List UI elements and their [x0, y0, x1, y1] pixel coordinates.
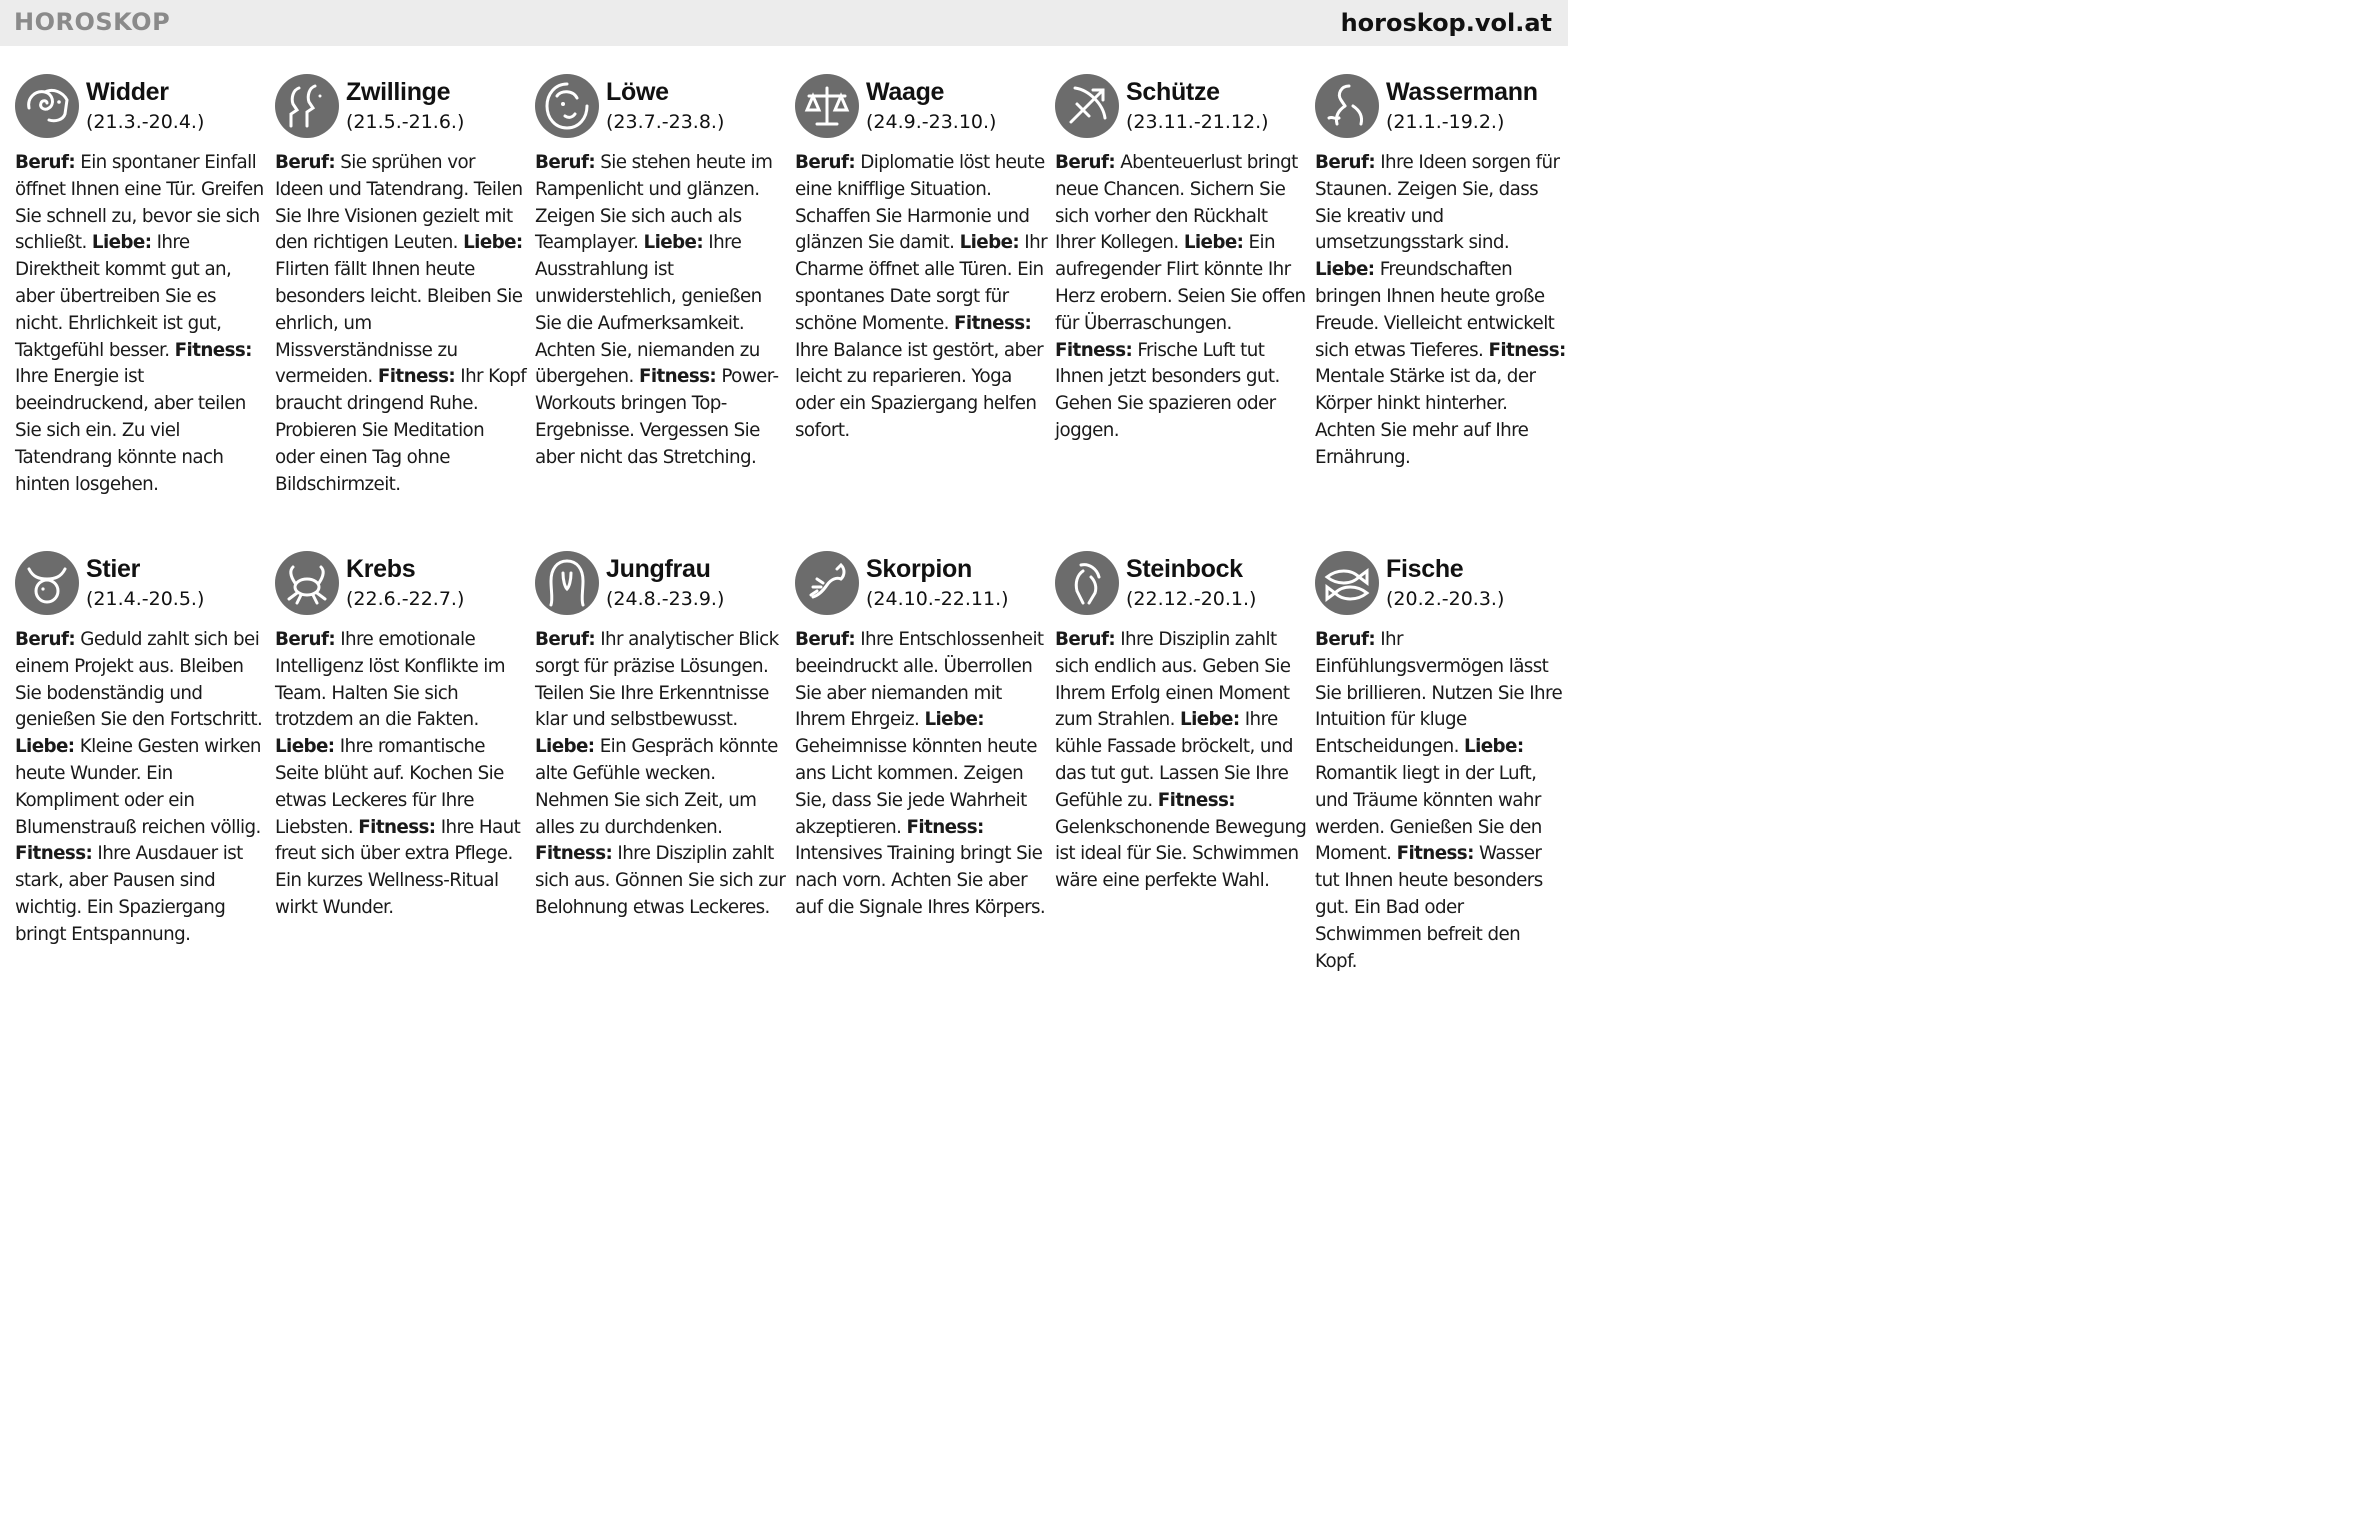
sign-text	[1315, 150, 1567, 472]
label-liebe: Liebe:	[959, 232, 1020, 254]
text-liebe: Romantik liegt in der Luft, und Träume könnten wahr werden. Genießen Sie den Moment.	[1315, 762, 1542, 865]
label-fitness: Fitness:	[638, 366, 717, 388]
fish-icon	[1315, 551, 1379, 615]
sign-name: Widder	[86, 78, 169, 106]
text-beruf: Abenteuerlust bringt neue Chancen. Sichern Sie sich vorher den Rückhalt Ihrer Kollegen.	[1055, 152, 1298, 254]
sign-dates: (21.4.-20.5.)	[86, 588, 205, 610]
label-beruf: Beruf:	[15, 629, 76, 650]
scorpion-icon	[795, 551, 859, 615]
label-beruf: Beruf:	[795, 629, 856, 650]
sign-name: Jungfrau	[606, 555, 711, 583]
text-beruf: Sie stehen heute im Rampenlicht und glänzen. Zeigen Sie sich auch als Teamplayer.	[535, 152, 773, 254]
label-beruf: Beruf:	[1055, 152, 1116, 173]
sign-name: Schütze	[1126, 78, 1220, 106]
text-liebe: Ihre Direktheit kommt gut an, aber übertreiben Sie es nicht. Ehrlichkeit ist gut, Taktgefühl besser.	[15, 232, 232, 361]
label-fitness: Fitness:	[358, 816, 436, 838]
sign-jungfrau	[535, 551, 787, 918]
label-beruf: Beruf:	[1055, 629, 1116, 650]
sign-text	[1055, 150, 1307, 445]
sign-waage	[795, 74, 1047, 441]
label-beruf: Beruf:	[795, 152, 856, 173]
label-liebe: Liebe:	[15, 736, 75, 758]
label-liebe: Liebe:	[1183, 232, 1244, 254]
text-fitness: Ihre Ausdauer ist stark, aber Pausen sind wichtig. Ein Spaziergang bringt Entspannung.	[15, 843, 243, 945]
text-beruf: Ein spontaner Einfall öffnet Ihnen eine Tür. Greifen Sie schnell zu, bevor sie sich schließt.	[15, 152, 264, 254]
text-fitness: Frische Luft tut Ihnen jetzt besonders gut. Gehen Sie spazieren oder joggen.	[1055, 339, 1280, 441]
sign-dates: (22.6.-22.7.)	[346, 588, 465, 610]
sign-dates: (23.7.-23.8.)	[606, 111, 725, 133]
sign-text	[1315, 627, 1567, 975]
label-beruf: Beruf:	[15, 152, 76, 173]
text-beruf: Geduld zahlt sich bei einem Projekt aus. Bleiben Sie bodenständig und genießen Sie den Fortschritt.	[15, 629, 263, 731]
label-fitness: Fitness:	[535, 843, 613, 865]
text-fitness: Ihre Disziplin zahlt sich aus. Gönnen Sie sich zur Belohnung etwas Leckeres.	[535, 843, 786, 918]
text-liebe: Freundschaften bringen Ihnen heute große Freude. Vielleicht entwickelt sich etwas Tieferes.	[1315, 259, 1555, 361]
ram-icon	[15, 74, 79, 138]
text-fitness: Mentale Stärke ist da, der Körper hinkt hinterher. Achten Sie mehr auf Ihre Ernährung.	[1315, 366, 1536, 468]
sign-text	[1055, 627, 1307, 895]
goat-icon	[1055, 551, 1119, 615]
text-fitness: Ihre Energie ist beeindruckend, aber teilen Sie sich ein. Zu viel Tatendrang könnte nach hinten losgehen.	[15, 366, 246, 495]
sign-text	[15, 150, 267, 498]
sign-name: Fische	[1386, 555, 1464, 583]
sign-dates: (22.12.-20.1.)	[1126, 588, 1257, 610]
text-liebe: Ihre Ausstrahlung ist unwiderstehlich, genießen Sie die Aufmerksamkeit. Achten Sie, niemanden zu übergehen.	[535, 232, 762, 388]
sign-dates: (21.1.-19.2.)	[1386, 111, 1505, 133]
label-liebe: Liebe:	[275, 736, 335, 758]
site-url[interactable]: horoskop.vol.at	[1340, 9, 1552, 37]
sign-text	[535, 150, 787, 472]
section-title: HOROSKOP	[14, 8, 171, 36]
label-liebe: Liebe:	[1315, 259, 1375, 281]
sign-text	[795, 150, 1047, 445]
label-liebe: Liebe:	[463, 232, 523, 254]
text-beruf: Sie sprühen vor Ideen und Tatendrang. Teilen Sie Ihre Visionen gezielt mit den richtigen Leuten.	[275, 152, 523, 254]
label-beruf: Beruf:	[1315, 152, 1376, 173]
label-fitness: Fitness:	[906, 816, 984, 838]
text-fitness: Intensives Training bringt Sie nach vorn. Achten Sie aber auf die Signale Ihres Körpers.	[795, 843, 1046, 918]
label-fitness: Fitness:	[377, 366, 456, 388]
sign-name: Krebs	[346, 555, 416, 583]
text-liebe: Ihre romantische Seite blüht auf. Kochen Sie etwas Leckeres für Ihre Liebsten.	[275, 736, 504, 838]
text-liebe: Ein Gespräch könnte alte Gefühle wecken. Nehmen Sie sich Zeit, um alles zu durchdenken.	[535, 736, 778, 838]
label-fitness: Fitness:	[15, 843, 93, 865]
label-fitness: Fitness:	[1157, 789, 1235, 811]
label-liebe: Liebe:	[91, 232, 152, 254]
sign-text	[275, 150, 527, 498]
sign-name: Wassermann	[1386, 78, 1538, 106]
text-beruf: Ihre Entschlossenheit beeindruckt alle. Überrollen Sie aber niemanden mit Ihrem Ehrgeiz.	[795, 629, 1044, 731]
label-beruf: Beruf:	[275, 152, 336, 173]
sign-dates: (20.2.-20.3.)	[1386, 588, 1505, 610]
label-fitness: Fitness:	[1396, 843, 1474, 865]
text-liebe: Flirten fällt Ihnen heute besonders leicht. Bleiben Sie ehrlich, um Missverständnisse zu vermeiden.	[275, 259, 523, 388]
text-beruf: Ihr Einfühlungsvermögen lässt Sie brillieren. Nutzen Sie Ihre Intuition für kluge Entscheidungen.	[1315, 629, 1563, 758]
text-beruf: Ihre Ideen sorgen für Staunen. Zeigen Sie, dass Sie kreativ und umsetzungsstark sind.	[1315, 152, 1560, 254]
label-fitness: Fitness:	[1488, 339, 1566, 361]
label-beruf: Beruf:	[535, 152, 596, 173]
sign-krebs	[275, 551, 527, 918]
label-beruf: Beruf:	[275, 629, 336, 650]
sign-dates: (23.11.-21.12.)	[1126, 111, 1269, 133]
lion-icon	[535, 74, 599, 138]
crab-icon	[275, 551, 339, 615]
text-fitness: Ihre Balance ist gestört, aber leicht zu reparieren. Yoga oder ein Spaziergang helfen sofort.	[795, 339, 1044, 441]
text-fitness: Gelenkschonende Bewegung ist ideal für Sie. Schwimmen wäre eine perfekte Wahl.	[1055, 816, 1307, 892]
scales-icon	[795, 74, 859, 138]
sign-name: Skorpion	[866, 555, 972, 583]
sign-name: Zwillinge	[346, 78, 451, 106]
text-beruf: Ihr analytischer Blick sorgt für präzise Lösungen. Teilen Sie Ihre Erkenntnisse klar und selbstbewusst.	[535, 629, 779, 731]
label-beruf: Beruf:	[1315, 629, 1376, 650]
sign-widder	[15, 74, 267, 495]
sign-text	[275, 627, 527, 922]
virgin-icon	[535, 551, 599, 615]
archer-icon	[1055, 74, 1119, 138]
sign-name: Waage	[866, 78, 945, 106]
sign-text	[15, 627, 267, 949]
sign-schuetze	[1055, 74, 1307, 441]
sign-dates: (24.9.-23.10.)	[866, 111, 997, 133]
sign-dates: (21.3.-20.4.)	[86, 111, 205, 133]
text-fitness: Ihre Haut freut sich über extra Pflege. Ein kurzes Wellness-Ritual wirkt Wunder.	[275, 816, 521, 918]
twins-icon	[275, 74, 339, 138]
text-fitness: Wasser tut Ihnen heute besonders gut. Ein Bad oder Schwimmen befreit den Kopf.	[1315, 843, 1543, 972]
sign-name: Löwe	[606, 78, 669, 106]
label-liebe: Liebe:	[535, 736, 595, 758]
text-liebe: Ein aufregender Flirt könnte Ihr Herz erobern. Seien Sie offen für Überraschungen.	[1055, 232, 1306, 334]
label-fitness: Fitness:	[174, 339, 252, 361]
text-fitness: Ihr Kopf braucht dringend Ruhe. Probieren Sie Meditation oder einen Tag ohne Bildschirmzeit.	[275, 366, 527, 495]
sign-dates: (21.5.-21.6.)	[346, 111, 465, 133]
sign-zwillinge	[275, 74, 527, 495]
text-liebe: Ihre kühle Fassade bröckelt, und das tut gut. Lassen Sie Ihre Gefühle zu.	[1055, 709, 1293, 811]
sign-steinbock	[1055, 551, 1307, 892]
label-fitness: Fitness:	[1055, 339, 1133, 361]
label-fitness: Fitness:	[954, 312, 1032, 334]
label-beruf: Beruf:	[535, 629, 596, 650]
sign-dates: (24.8.-23.9.)	[606, 588, 725, 610]
header-bar	[0, 0, 1568, 46]
sign-loewe	[535, 74, 787, 468]
label-liebe: Liebe:	[1180, 709, 1240, 731]
sign-wassermann	[1315, 74, 1567, 468]
text-liebe: Geheimnisse könnten heute ans Licht kommen. Zeigen Sie, dass Sie jede Wahrheit akzeptieren.	[795, 736, 1037, 838]
sign-text	[795, 627, 1047, 922]
label-liebe: Liebe:	[924, 709, 984, 731]
sign-name: Steinbock	[1126, 555, 1243, 583]
sign-dates: (24.10.-22.11.)	[866, 588, 1009, 610]
label-liebe: Liebe:	[1464, 736, 1524, 758]
sign-name: Stier	[86, 555, 141, 583]
text-beruf: Ihre emotionale Intelligenz löst Konflikte im Team. Halten Sie sich trotzdem an die Fakten.	[275, 629, 505, 731]
sign-stier	[15, 551, 267, 945]
sign-skorpion	[795, 551, 1047, 918]
text-liebe: Ihr Charme öffnet alle Türen. Ein spontanes Date sorgt für schöne Momente.	[795, 232, 1047, 334]
text-beruf: Ihre Disziplin zahlt sich endlich aus. Geben Sie Ihrem Erfolg einen Moment zum Strahlen.	[1055, 629, 1291, 731]
sign-fische	[1315, 551, 1567, 972]
water-bearer-icon	[1315, 74, 1379, 138]
text-liebe: Kleine Gesten wirken heute Wunder. Ein Kompliment oder ein Blumenstrauß reichen völlig.	[15, 736, 261, 838]
text-beruf: Diplomatie löst heute eine knifflige Situation. Schaffen Sie Harmonie und glänzen Sie damit.	[795, 152, 1045, 254]
bull-icon	[15, 551, 79, 615]
label-liebe: Liebe:	[643, 232, 704, 254]
sign-text	[535, 627, 787, 922]
text-fitness: Power-Workouts bringen Top-Ergebnisse. Vergessen Sie aber nicht das Stretching.	[535, 366, 779, 468]
